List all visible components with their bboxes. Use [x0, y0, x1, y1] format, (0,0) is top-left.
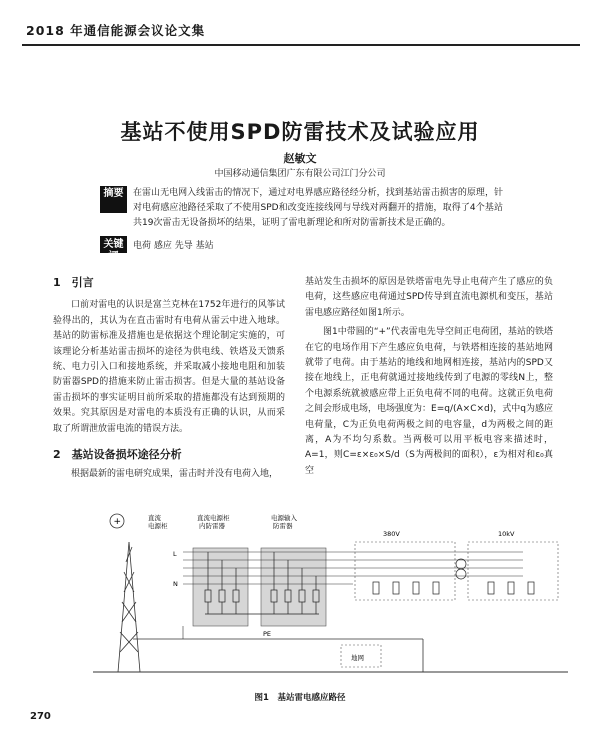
transformer-box-380	[355, 542, 455, 600]
label-10kv: 10kV	[498, 530, 515, 538]
header-rule	[22, 44, 580, 46]
label-ground: 地网	[351, 654, 364, 662]
dc-spd-label-2: 内防雷器	[199, 522, 225, 530]
label-PE: PE	[263, 630, 272, 638]
ac-spd-label-1: 电源输入	[271, 514, 297, 522]
positive-charge-sign: +	[113, 517, 122, 527]
keywords-text: 电荷 感应 先导 基站	[133, 241, 214, 251]
label-380v: 380V	[383, 530, 400, 538]
abstract-text: 在雷山无电网入线雷击的情况下，通过对电界感应路径经分析，找到基站雷击损害的原理，针对电荷感应池路径采取了不使用SPD和改变连接线网与导线对两翻开的措施，取得了4个基站共19次雷击无设备损坏的结果，证明了雷电新理论和所对防雷新技术是正确的。	[133, 188, 503, 228]
right-paragraph-1: 基站发生击损坏的原因是铁塔雷电先导止电荷产生了感应的负电荷，这些感应电荷通过SPD传导到直流电源机和变压，基站雷电感应路径如图1所示。	[305, 277, 553, 318]
dc-power-label-2: 电源柜	[148, 522, 168, 530]
figure-caption: 图1 基站雷电感应路径	[254, 693, 346, 703]
keywords-tag: 关键词	[100, 236, 127, 253]
transformer-box-10k	[468, 542, 558, 600]
dc-spd-label-1: 直流电源柜	[197, 514, 230, 522]
author: 赵敏文	[283, 152, 317, 165]
label-N: N	[173, 580, 178, 588]
tower-icon	[118, 542, 140, 672]
left-column	[53, 275, 285, 483]
right-paragraph-2: 图1中带圆的“+”代表雷电先导空间正电荷团，基站的铁塔在它的电场作用下产生感应负电荷，与铁塔相连接的基站地网就带了电荷。由于基站的地线和地网相连接，基站内的SPD又接在地线上，正电荷就通过接地线传到了电源的零线N上，整个电源系统就被感应带上正负电荷不同的电荷。这就正负电荷之间会形成电场，电场强度为：E=q/(A×C×d)，式中q为感应电荷量，C为正负电荷两极之间的电容量，d为两极之间的距离，A为不均匀系数。当两极可以用平板电容来描述时，A=1，则C=ε×ε₀×S/d（S为两极间的面积），ε为相对和ε₀真空	[305, 327, 553, 476]
section-1-paragraph: 口前对雷电的认识是富兰克林在1752年进行的风筝试验得出的，其认为在直击雷时有电荷从雷云中进入地球。基站的防雷标准及措施也是依据这个理论制定实施的，可该理论分析基站雷击损坏的途径为供电线、铁塔及天馈系统、电力引入口和接地系统，并采取减小接地电阻和加装防雷器SPD的措施来防止雷击损害。但是大量的基站设备雷击损坏的事实证明目前所采取的措施都没有达到预期的效果。究其原因是对雷电的本质没有正确的认识，从而采取了所谓泄放雷电流的错误方法。	[53, 300, 285, 434]
paper-title: 基站不使用SPD防雷技术及试验应用	[120, 120, 480, 144]
affiliation: 中国移动通信集团广东有限公司江门分公司	[214, 169, 386, 179]
journal-header: 2018 年通信能源会议论文集	[26, 23, 206, 38]
section-2-paragraph: 根据最新的雷电研究成果，雷击时并没有电荷入地，	[71, 469, 279, 480]
dc-power-label-1: 直流	[148, 514, 161, 522]
figure-lightning-path-diagram	[93, 512, 568, 682]
right-column	[305, 275, 553, 479]
section-1-heading: 1 引言	[53, 276, 94, 289]
ac-spd-label-2: 防雷器	[273, 522, 293, 530]
label-L: L	[173, 550, 177, 558]
abstract-tag: 摘要	[100, 186, 127, 213]
page-number: 270	[30, 711, 51, 722]
section-2-heading: 2 基站设备损坏途径分析	[53, 448, 182, 462]
